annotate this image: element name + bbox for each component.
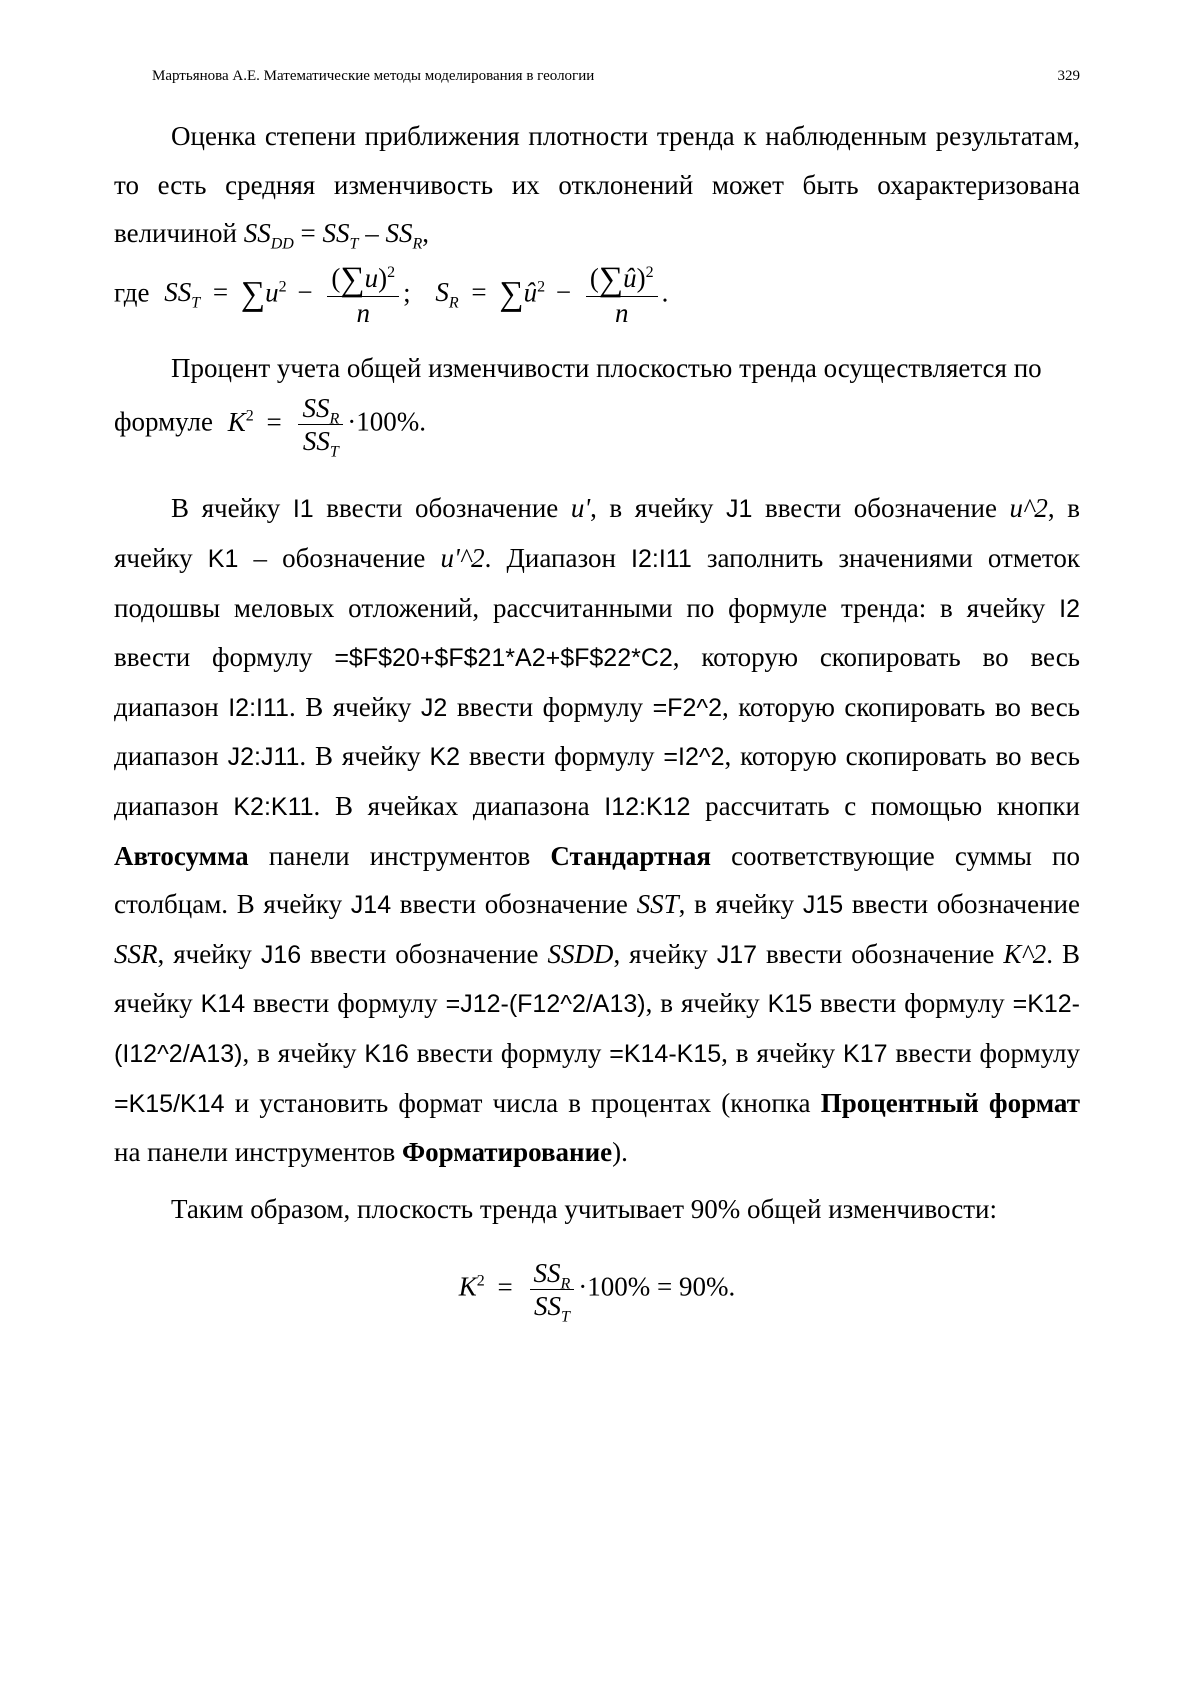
- where-word: где: [114, 277, 150, 308]
- p1-text: Оценка степени приближения плотности тренда к наблюденным результатам, то есть средняя изменчивость их отклонений может быть охарактеризована величиной: [114, 121, 1080, 249]
- ssdd-symbol: $SS_{DD}$: [243, 218, 294, 253]
- page-header: [152, 68, 1080, 92]
- paragraph-1: Оценка степени приближения плотности тренда к наблюденным результатам, то есть средняя изменчивость их отклонений может быть охарактеризована величиной $SS_{DD} = SS_T - SS_R$,: [114, 121, 1080, 253]
- fraction-sum-uhat: $\frac{(\sum û)^2}{n}$: [586, 262, 658, 329]
- running-title: Мартьянова А.Е. Математические методы моделирования в геологии: [152, 68, 595, 84]
- fraction-ssr-sst-result: $\frac{SS_R}{SS_T}$: [530, 1257, 575, 1322]
- formula-k2-result: $K^2$ = $\frac{SS_R}{SS_T}$ ·100% = 90%.: [458, 1258, 736, 1326]
- formula-k2: формуле $K^2$ = $\frac{SS_R}{SS_T}$ ·100%.: [114, 393, 426, 461]
- fraction-sum-u: $\frac{(\sum u)^2}{n}$: [327, 262, 399, 329]
- main-text: [114, 112, 1080, 1337]
- sst-symbol: $SS_T$: [322, 218, 359, 253]
- paragraph-4: Таким образом, плоскость тренда учитывает 90% общей изменчивости:: [171, 1193, 997, 1224]
- formula-sst-sr: где $SS_T = \sum u^2$ − $\frac{(\sum u)^2}{n}$ ; $S_R$ = $\sum û^2$ − $\frac{(\sum û)^2}{n}$ .: [114, 260, 669, 328]
- page-number: 329: [1057, 68, 1080, 84]
- paragraph-3: В ячейку I1 ввести обозначение u', в ячейку J1 ввести обозначение u^2, в ячейку K1 – обозначение u'^2. Диапазон I2:I11 заполнить значениями отметок подошвы меловых отложений, рассчитанными по формуле тренда: в ячейку I2 ввести формулу =$F$20+$F$21*A2+$F$22*C2, которую скопировать во весь диапазон I2:I11. В ячейку J2 ввести формулу =F2^2, которую скопировать во весь диапазон J2:J11. В ячейку K2 ввести формулу =I2^2, которую скопировать во весь диапазон K2:K11. В ячейках диапазона I12:K12 рассчитать с помощью кнопки Автосумма панели инструментов Стандартная соответствующие суммы по столбцам. В ячейку J14 ввести обозначение SST, в ячейку J15 ввести обозначение SSR, ячейку J16 ввести обозначение SSDD, ячейку J17 ввести обозначение K^2. В ячейку K14 ввести формулу =J12-(F12^2/A13), в ячейку K15 ввести формулу =K12-(I12^2/A13), в ячейку K16 ввести формулу =K14-K15, в ячейку K17 ввести формулу =K15/K14 и установить формат числа в процентах (кнопка Процентный формат на панели инструментов Форматирование).: [114, 493, 1081, 1168]
- fraction-ssr-sst: $\frac{SS_R}{SS_T}$: [298, 392, 343, 457]
- paragraph-2: Процент учета общей изменчивости плоскостью тренда осуществляется по: [171, 352, 1042, 383]
- ssr-symbol: $SS_R$: [385, 218, 423, 253]
